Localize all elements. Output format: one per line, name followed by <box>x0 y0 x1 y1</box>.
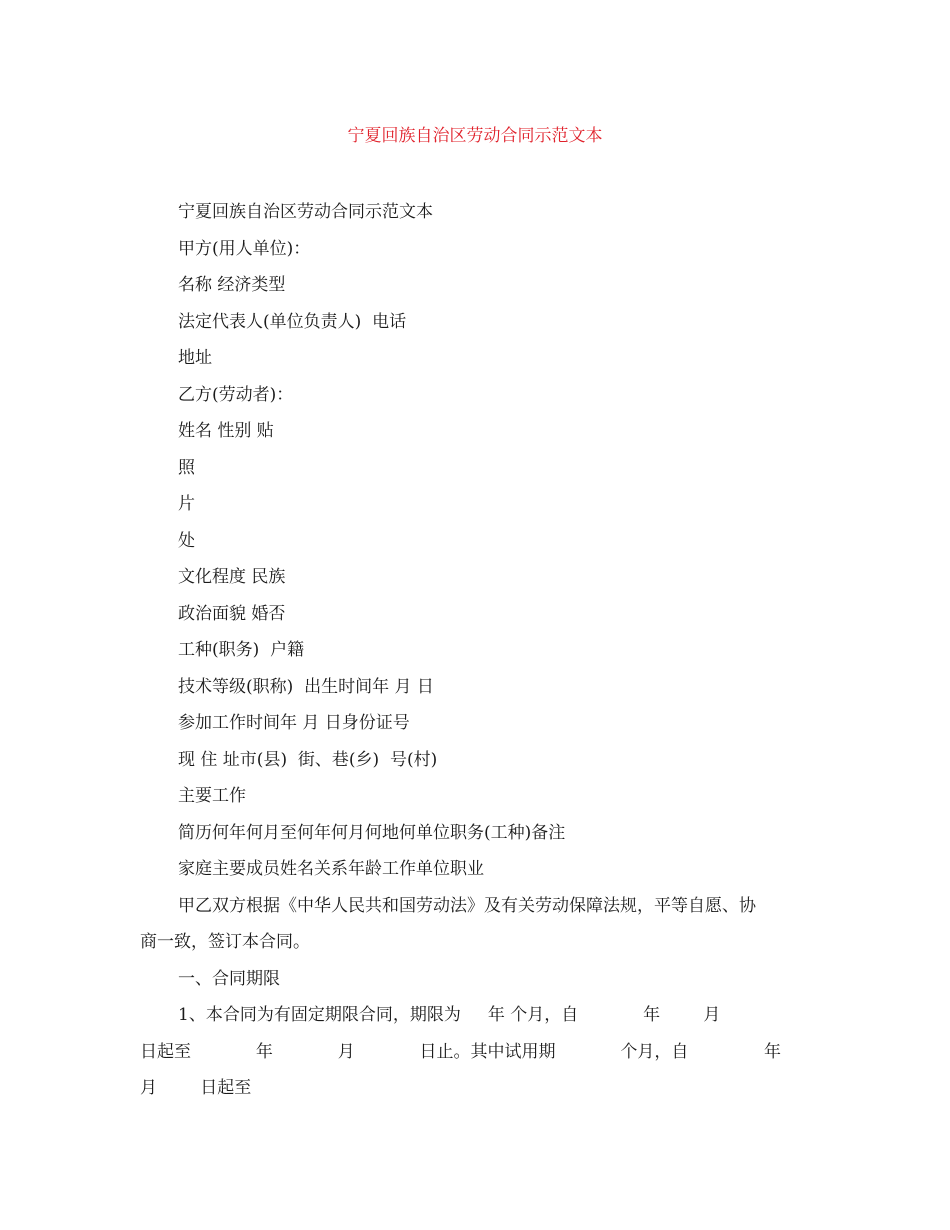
body-line: 名称 经济类型 <box>178 275 286 295</box>
body-line: 法定代表人(单位负责人) 电话 <box>178 311 407 332</box>
body-line: 文化程度 民族 <box>178 567 286 587</box>
body-line: 片 <box>178 494 195 514</box>
body-line: 姓名 性别 贴 <box>178 421 274 441</box>
body-line: 政治面貌 婚否 <box>178 603 286 624</box>
body-line: 商一致，签订本合同。 <box>140 932 310 952</box>
body-line: 简历何年何月至何年何月何地何单位职务(工种)备注 <box>178 822 566 843</box>
body-line: 技术等级(职称) 出生时间年 月 日 <box>178 676 434 697</box>
section-heading: 一、合同期限 <box>178 968 280 989</box>
body-line: 宁夏回族自治区劳动合同示范文本 <box>178 202 433 222</box>
document-body <box>140 194 820 1107</box>
body-line: 甲方(用人单位)： <box>178 238 311 259</box>
body-line: 工种(职务) 户籍 <box>178 640 305 660</box>
body-line: 地址 <box>178 348 212 368</box>
body-line: 主要工作 <box>178 786 246 806</box>
body-line: 日起至 年 月 日止。其中试用期 个月，自 年 <box>140 1041 782 1062</box>
body-line: 照 <box>178 457 195 478</box>
body-line: 家庭主要成员姓名关系年龄工作单位职业 <box>178 859 484 879</box>
document-title: 宁夏回族自治区劳动合同示范文本 <box>347 126 603 146</box>
body-line: 处 <box>178 530 195 551</box>
body-line: 甲乙双方根据《中华人民共和国劳动法》及有关劳动保障法规，平等自愿、协 <box>178 895 756 916</box>
body-line: 月 日起至 <box>140 1078 252 1098</box>
body-line: 参加工作时间年 月 日身份证号 <box>178 713 410 733</box>
body-line: 现 住 址市(县) 街、巷(乡) 号(村) <box>178 749 438 770</box>
body-line: 乙方(劳动者)： <box>178 384 294 405</box>
body-line: 1、本合同为有固定期限合同，期限为 年 个月，自 年 月 <box>178 1005 721 1025</box>
